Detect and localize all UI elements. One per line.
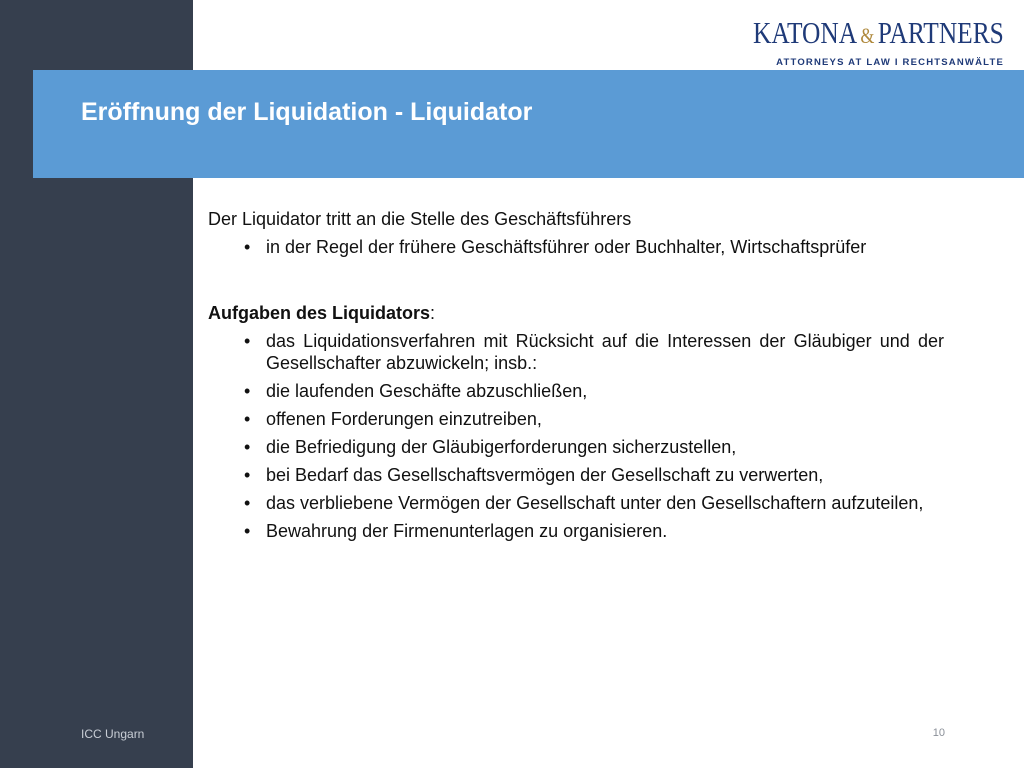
bullet-marker: • (244, 437, 251, 457)
slide-title: Eröffnung der Liquidation - Liquidator (81, 98, 533, 126)
logo-tagline: ATTORNEYS AT LAW I RECHTSANWÄLTE (776, 57, 1004, 68)
list-item (208, 408, 944, 430)
list-item-text: die Befriedigung der Gläubigerforderungen sicherzustellen, (266, 437, 737, 457)
list-item-text: offenen Forderungen einzutreiben, (266, 409, 542, 429)
page-number: 10 (932, 727, 945, 739)
bullet-marker: • (244, 465, 251, 485)
logo-ampersand: & (860, 23, 875, 48)
list-item (208, 520, 944, 542)
intro-text: Der Liquidator tritt an die Stelle des Geschäftsführers (208, 209, 632, 229)
logo-word-partners: PARTNERS (877, 15, 1004, 50)
spacer (208, 264, 944, 302)
slide-content (208, 208, 944, 548)
tasks-heading-text: Aufgaben des Liquidators (208, 303, 431, 323)
logo-wordmark (753, 16, 1004, 53)
list-item-text: bei Bedarf das Gesellschaftsvermögen der Gesellschaft zu verwerten, (266, 465, 824, 485)
list-item (208, 236, 944, 258)
bullet-marker: • (244, 493, 251, 513)
tasks-heading (208, 302, 944, 324)
list-item-text: das Liquidationsverfahren mit Rücksicht auf die Interessen der Gläubiger und der Gesellschafter abzuwickeln; insb.: (266, 331, 944, 373)
tasks-heading-colon: : (430, 303, 436, 323)
bullet-marker: • (244, 237, 251, 257)
company-logo (698, 16, 1004, 68)
liquidator-bullet-list (208, 236, 944, 258)
list-item-text: die laufenden Geschäfte abzuschließen, (266, 381, 588, 401)
list-item-text: Bewahrung der Firmenunterlagen zu organisieren. (266, 521, 668, 541)
bullet-marker: • (244, 331, 251, 351)
bullet-marker: • (244, 521, 251, 541)
list-item (208, 330, 944, 374)
bullet-marker: • (244, 381, 251, 401)
list-item-text: in der Regel der frühere Geschäftsführer oder Buchhalter, Wirtschaftsprüfer (266, 237, 867, 257)
list-item (208, 464, 944, 486)
list-item (208, 492, 944, 514)
bullet-marker: • (244, 409, 251, 429)
logo-word-katona: KATONA (753, 15, 858, 50)
list-item-text: das verbliebene Vermögen der Gesellschaft unter den Gesellschaftern aufzuteilen, (266, 493, 924, 513)
list-item (208, 436, 944, 458)
footer-label: ICC Ungarn (81, 727, 145, 741)
tasks-bullet-list (208, 330, 944, 542)
title-band (33, 70, 1024, 178)
list-item (208, 380, 944, 402)
